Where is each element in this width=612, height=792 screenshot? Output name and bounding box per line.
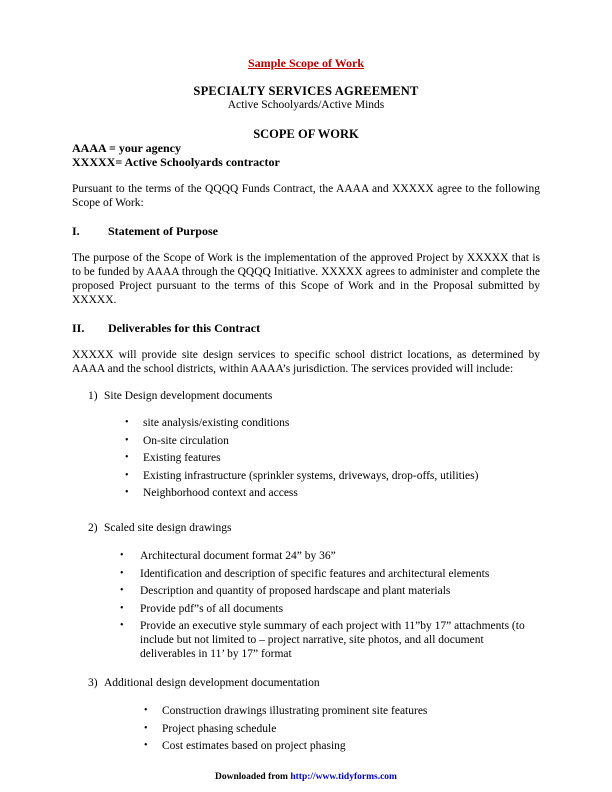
bullet-icon: • bbox=[120, 602, 124, 614]
agreement-heading: SPECIALTY SERVICES AGREEMENT bbox=[193, 84, 419, 98]
item-number: 1) bbox=[88, 390, 98, 402]
numbered-item-1 bbox=[88, 389, 540, 403]
bullet-icon: • bbox=[120, 585, 124, 596]
item-label: Site Design development documents bbox=[104, 390, 273, 402]
list-item bbox=[144, 739, 540, 753]
document-title: Sample Scope of Work bbox=[247, 56, 365, 70]
list-item bbox=[125, 486, 540, 500]
bullet-icon: • bbox=[144, 722, 148, 734]
bullet-list-3 bbox=[72, 704, 540, 753]
numbered-item-3 bbox=[88, 676, 540, 690]
bullet-icon: • bbox=[125, 434, 129, 446]
list-item bbox=[125, 416, 540, 430]
list-item bbox=[120, 567, 540, 581]
bullet-icon: • bbox=[125, 469, 129, 481]
bullet-text: Construction drawings illustrating prominent site features bbox=[162, 705, 428, 717]
scope-of-work-heading: SCOPE OF WORK bbox=[253, 127, 359, 141]
section-heading-statement-of-purpose bbox=[72, 224, 540, 238]
statement-of-purpose-body: The purpose of the Scope of Work is the implementation of the approved Project by XXXXX that is to be funded by AAAA through the QQQQ Initiative. XXXXX agrees to administer and complete the proposed Project pursuant to the terms of this Scope of Work and in the Proposal submitted by XXXXX. bbox=[72, 252, 540, 306]
item-label: Scaled site design drawings bbox=[104, 522, 232, 534]
list-item bbox=[120, 549, 540, 563]
agreement-subheading: Active Schoolyards/Active Minds bbox=[227, 99, 385, 111]
page-footer bbox=[0, 771, 612, 783]
list-item bbox=[144, 704, 540, 718]
list-item bbox=[120, 619, 540, 661]
bullet-text: Existing features bbox=[143, 452, 221, 464]
list-item bbox=[120, 602, 540, 616]
bullet-text: Description and quantity of proposed hardscape and plant materials bbox=[140, 585, 451, 597]
list-item bbox=[125, 434, 540, 448]
list-item bbox=[120, 584, 540, 598]
bullet-icon: • bbox=[120, 550, 124, 561]
bullet-text: Provide pdf”s of all documents bbox=[140, 602, 284, 615]
section-title: Deliverables for this Contract bbox=[108, 321, 261, 335]
bullet-icon: • bbox=[125, 452, 129, 463]
bullet-icon: • bbox=[125, 487, 129, 498]
bullet-text: Identification and description of specific features and architectural elements bbox=[140, 567, 490, 580]
item-number: 3) bbox=[88, 677, 98, 689]
item-number: 2) bbox=[88, 522, 98, 534]
bullet-icon: • bbox=[125, 417, 129, 428]
bullet-text: Project phasing schedule bbox=[162, 722, 277, 735]
definition-xxxxx: XXXXX= Active Schoolyards contractor bbox=[72, 155, 280, 169]
bullet-text: Cost estimates based on project phasing bbox=[162, 740, 346, 752]
bullet-icon: • bbox=[120, 620, 124, 631]
footer-link[interactable]: http://www.tidyforms.com bbox=[290, 772, 397, 782]
bullet-text: Provide an executive style summary of each project with 11”by 17” attachments (to include but not limited to – project narrative, site photos, and all document deliverables in 11’ by 17” format bbox=[140, 620, 525, 660]
bullet-list-2 bbox=[72, 549, 540, 661]
bullet-text: Existing infrastructure (sprinkler systems, driveways, drop-offs, utilities) bbox=[143, 469, 479, 482]
section-title: Statement of Purpose bbox=[108, 224, 218, 238]
bullet-text: site analysis/existing conditions bbox=[143, 417, 290, 429]
bullet-text: Neighborhood context and access bbox=[143, 487, 298, 499]
numbered-item-2 bbox=[88, 521, 540, 535]
list-item bbox=[125, 451, 540, 465]
section-number: I. bbox=[72, 224, 80, 238]
list-item bbox=[144, 722, 540, 736]
bullet-icon: • bbox=[144, 705, 148, 716]
section-heading-deliverables bbox=[72, 321, 540, 335]
bullet-text: On-site circulation bbox=[143, 434, 229, 447]
section-number: II. bbox=[72, 321, 85, 335]
intro-paragraph: Pursuant to the terms of the QQQQ Funds Contract, the AAAA and XXXXX agree to the following Scope of Work: bbox=[72, 183, 540, 209]
deliverables-body: XXXXX will provide site design services to specific school district locations, as determined by AAAA and the school districts, within AAAA’s jurisdiction. The services provided will include: bbox=[72, 349, 540, 375]
bullet-text: Architectural document format 24” by 36” bbox=[140, 550, 336, 562]
bullet-icon: • bbox=[144, 740, 148, 751]
list-item bbox=[125, 469, 540, 483]
bullet-icon: • bbox=[120, 567, 124, 579]
definition-aaaa: AAAA = your agency bbox=[72, 141, 181, 155]
bullet-list-1 bbox=[72, 416, 540, 500]
footer-prefix: Downloaded from bbox=[215, 772, 291, 782]
item-label: Additional design development documentation bbox=[104, 677, 320, 689]
